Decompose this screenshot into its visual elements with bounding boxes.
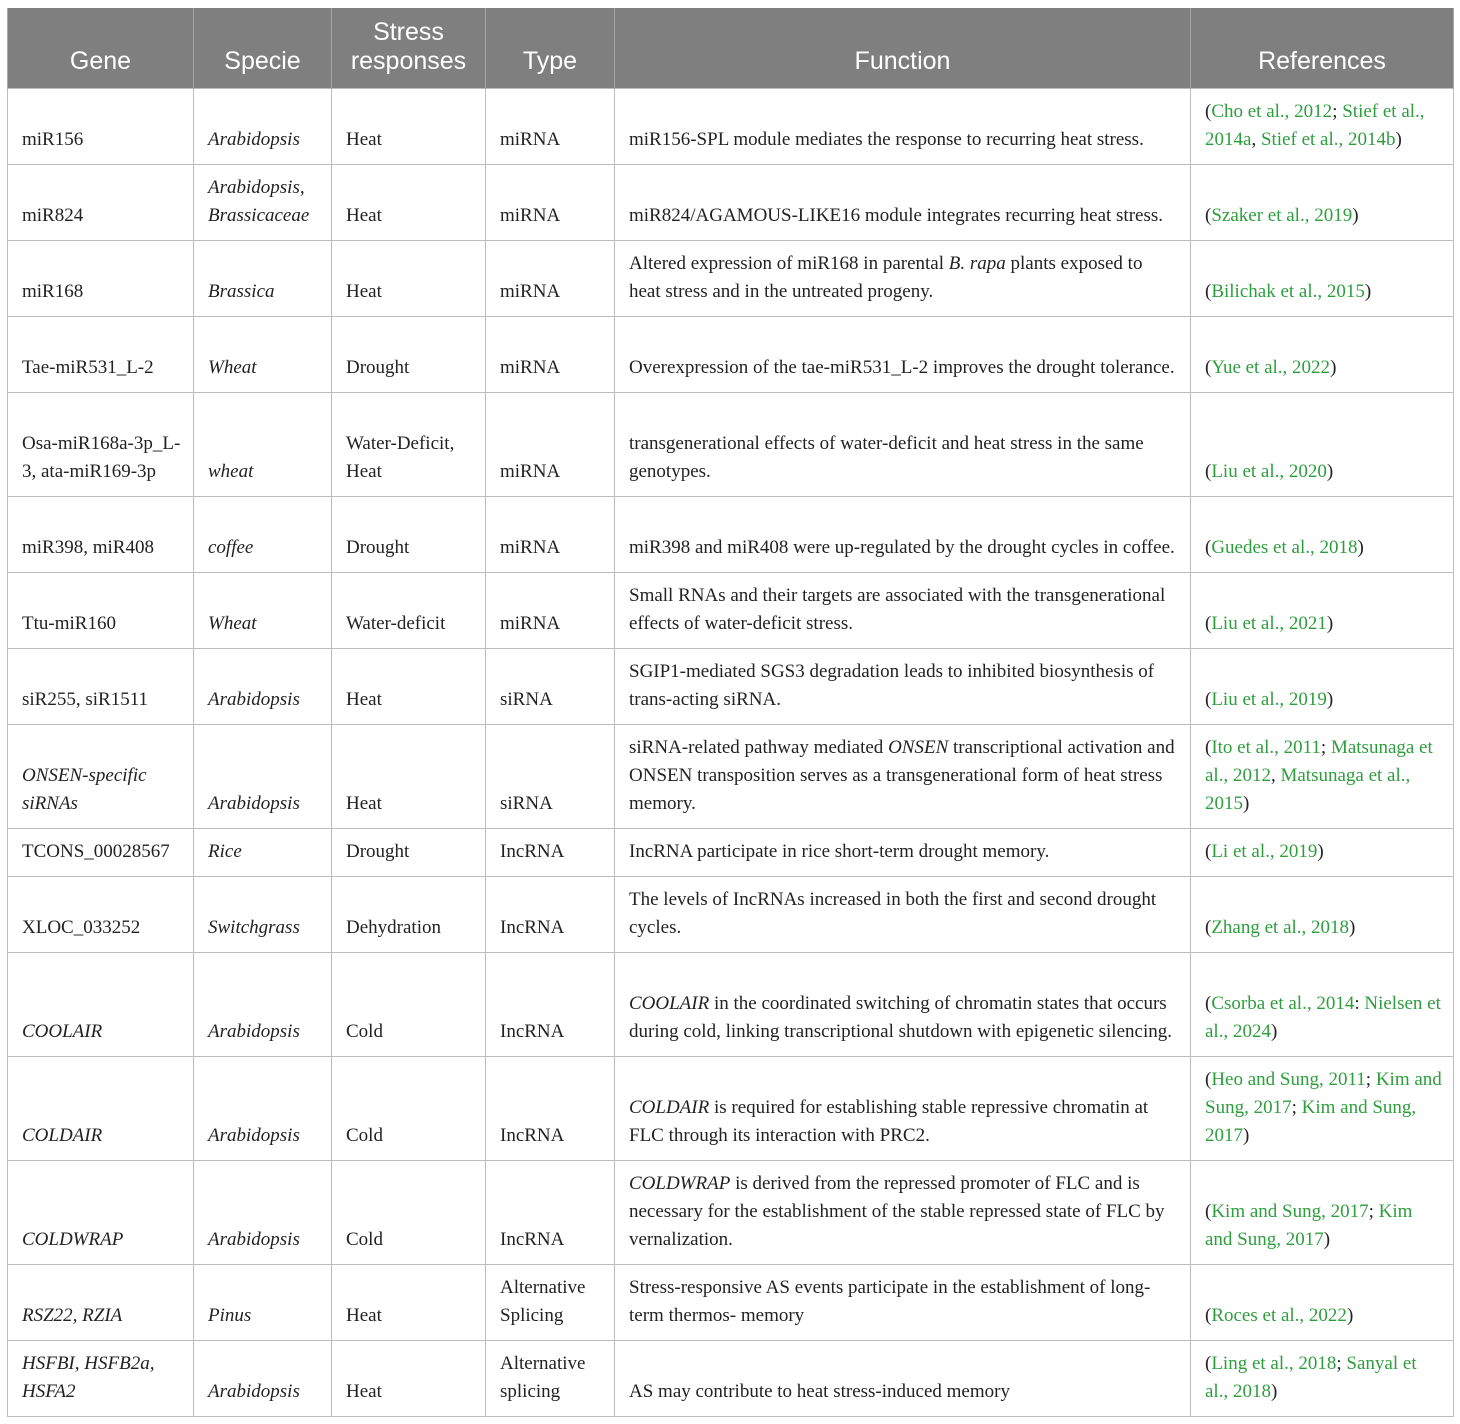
- references-cell: (Zhang et al., 2018): [1191, 876, 1454, 952]
- references-cell: (Yue et al., 2022): [1191, 316, 1454, 392]
- ref-separator: ;: [1368, 1200, 1379, 1222]
- references-cell: (Csorba et al., 2014: Nielsen et al., 2024): [1191, 952, 1454, 1056]
- reference-link[interactable]: Yue et al., 2022: [1211, 356, 1331, 378]
- function-cell: [615, 1056, 1191, 1160]
- type-cell: IncRNA: [486, 828, 615, 876]
- references-cell: (Cho et al., 2012; Stief et al., 2014a, Stief et al., 2014b): [1191, 88, 1454, 164]
- function-cell: The levels of IncRNAs increased in both the first and second drought cycles.: [615, 876, 1191, 952]
- table-row: [8, 316, 1454, 392]
- reference-link[interactable]: Cho et al., 2012: [1211, 100, 1333, 122]
- gene-cell: RSZ22, RZIA: [8, 1264, 194, 1340]
- stress-cell: Heat: [332, 648, 486, 724]
- specie-cell: coffee: [194, 496, 332, 572]
- table-row: [8, 88, 1454, 164]
- specie-cell: Arabidopsis: [194, 1056, 332, 1160]
- specie-cell: Brassica: [194, 240, 332, 316]
- function-cell: [615, 724, 1191, 828]
- gene-cell: miR824: [8, 164, 194, 240]
- table-row: [8, 876, 1454, 952]
- type-cell: IncRNA: [486, 876, 615, 952]
- references-cell: (Heo and Sung, 2011; Kim and Sung, 2017; Kim and Sung, 2017): [1191, 1056, 1454, 1160]
- function-cell: transgenerational effects of water-deficit and heat stress in the same genotypes.: [615, 392, 1191, 496]
- table-row: [8, 1340, 1454, 1416]
- reference-link[interactable]: Kim and Sung, 2017: [1205, 1096, 1417, 1146]
- type-cell: IncRNA: [486, 1160, 615, 1264]
- specie-cell: Arabidopsis: [194, 1160, 332, 1264]
- gene-cell: COLDWRAP: [8, 1160, 194, 1264]
- stress-cell: Heat: [332, 88, 486, 164]
- header-stress-responses: [332, 8, 486, 88]
- reference-link[interactable]: Kim and Sung, 2017: [1211, 1200, 1369, 1222]
- function-cell: miR824/AGAMOUS-LIKE16 module integrates recurring heat stress.: [615, 164, 1191, 240]
- stress-cell: Drought: [332, 828, 486, 876]
- type-cell: Alternative splicing: [486, 1340, 615, 1416]
- reference-link[interactable]: Nielsen et al., 2024: [1205, 992, 1441, 1042]
- stress-cell: Heat: [332, 1340, 486, 1416]
- type-cell: miRNA: [486, 164, 615, 240]
- type-cell: miRNA: [486, 496, 615, 572]
- function-text: Altered expression of miR168 in parental: [629, 252, 949, 274]
- reference-link[interactable]: Heo and Sung, 2011: [1211, 1068, 1366, 1090]
- stress-cell: Drought: [332, 316, 486, 392]
- header-references: References: [1191, 8, 1454, 88]
- table-row: [8, 392, 1454, 496]
- function-italic: B. rapa: [948, 252, 1006, 274]
- header-function: Function: [615, 8, 1191, 88]
- table-row: [8, 952, 1454, 1056]
- type-cell: miRNA: [486, 316, 615, 392]
- ref-separator: ,: [1251, 128, 1261, 150]
- function-text: in the coordinated switching of chromatin states that occurs during cold, linking transcriptional shutdown with epigenetic silencing.: [629, 992, 1172, 1042]
- type-cell: miRNA: [486, 88, 615, 164]
- specie-cell: Arabidopsis: [194, 648, 332, 724]
- specie-cell: Arabidopsis: [194, 88, 332, 164]
- type-cell: miRNA: [486, 392, 615, 496]
- gene-cell: Tae-miR531_L-2: [8, 316, 194, 392]
- table-row: [8, 724, 1454, 828]
- reference-link[interactable]: Li et al., 2019: [1211, 840, 1318, 862]
- header-specie: Specie: [194, 8, 332, 88]
- ref-separator: ;: [1291, 1096, 1302, 1118]
- stress-cell: Heat: [332, 164, 486, 240]
- stress-cell: Drought: [332, 496, 486, 572]
- gene-cell: COLDAIR: [8, 1056, 194, 1160]
- references-cell: (Liu et al., 2021): [1191, 572, 1454, 648]
- stress-cell: Cold: [332, 952, 486, 1056]
- ref-separator: ,: [1270, 764, 1281, 786]
- function-text: plants exposed to heat stress and in the untreated progeny.: [629, 252, 1143, 302]
- reference-link[interactable]: Liu et al., 2020: [1211, 460, 1327, 482]
- table-row: [8, 828, 1454, 876]
- gene-cell: miR398, miR408: [8, 496, 194, 572]
- table-row: [8, 1056, 1454, 1160]
- reference-link[interactable]: Stief et al., 2014b: [1260, 128, 1396, 150]
- type-cell: miRNA: [486, 240, 615, 316]
- function-cell: [615, 952, 1191, 1056]
- references-cell: (Roces et al., 2022): [1191, 1264, 1454, 1340]
- header-stress-line1: Stress: [373, 17, 444, 46]
- function-text: is derived from the repressed promoter of FLC and is necessary for the establishment of the stable repressed state of FLC by vernalization.: [629, 1172, 1165, 1250]
- function-cell: AS may contribute to heat stress-induced memory: [615, 1340, 1191, 1416]
- references-cell: (Kim and Sung, 2017; Kim and Sung, 2017): [1191, 1160, 1454, 1264]
- ref-separator: :: [1354, 992, 1365, 1014]
- specie-cell: Switchgrass: [194, 876, 332, 952]
- specie-cell: Wheat: [194, 572, 332, 648]
- table-row: [8, 164, 1454, 240]
- reference-link[interactable]: Stief et al., 2014a: [1205, 100, 1425, 150]
- gene-cell: Ttu-miR160: [8, 572, 194, 648]
- table-row: [8, 1264, 1454, 1340]
- gene-cell: COOLAIR: [8, 952, 194, 1056]
- table-container: [7, 8, 1453, 1417]
- specie-cell: Arabidopsis: [194, 952, 332, 1056]
- gene-cell: TCONS_00028567: [8, 828, 194, 876]
- gene-cell: Osa-miR168a-3p_L-3, ata-miR169-3p: [8, 392, 194, 496]
- ref-separator: ;: [1332, 100, 1343, 122]
- type-cell: miRNA: [486, 572, 615, 648]
- stress-cell: Dehydration: [332, 876, 486, 952]
- ref-separator: ;: [1336, 1352, 1347, 1374]
- type-cell: Alternative Splicing: [486, 1264, 615, 1340]
- reference-link[interactable]: Csorba et al., 2014: [1211, 992, 1355, 1014]
- references-cell: (Liu et al., 2019): [1191, 648, 1454, 724]
- reference-link[interactable]: Kim and Sung, 2017: [1205, 1068, 1442, 1118]
- reference-link[interactable]: Roces et al., 2022: [1211, 1304, 1347, 1326]
- function-cell: Overexpression of the tae-miR531_L-2 improves the drought tolerance.: [615, 316, 1191, 392]
- reference-link[interactable]: Bilichak et al., 2015: [1211, 280, 1365, 302]
- references-cell: (Szaker et al., 2019): [1191, 164, 1454, 240]
- function-cell: [615, 240, 1191, 316]
- references-cell: (Ito et al., 2011; Matsunaga et al., 2012, Matsunaga et al., 2015): [1191, 724, 1454, 828]
- reference-link[interactable]: Matsunaga et al., 2015: [1205, 764, 1411, 814]
- reference-link[interactable]: Liu et al., 2021: [1211, 612, 1327, 634]
- specie-cell: Rice: [194, 828, 332, 876]
- reference-link[interactable]: Szaker et al., 2019: [1211, 204, 1353, 226]
- stress-cell: Heat: [332, 1264, 486, 1340]
- function-italic: COOLAIR: [629, 992, 710, 1014]
- function-text: is required for establishing stable repressive chromatin at FLC through its interaction with PRC2.: [629, 1096, 1149, 1146]
- stress-cell: Water-deficit: [332, 572, 486, 648]
- references-cell: (Guedes et al., 2018): [1191, 496, 1454, 572]
- stress-cell: Heat: [332, 724, 486, 828]
- reference-link[interactable]: Matsunaga et al., 2012: [1205, 736, 1433, 786]
- gene-table: [7, 8, 1454, 1417]
- references-cell: (Li et al., 2019): [1191, 828, 1454, 876]
- function-italic: COLDAIR: [629, 1096, 710, 1118]
- gene-cell: XLOC_033252: [8, 876, 194, 952]
- function-cell: [615, 1160, 1191, 1264]
- gene-cell: miR168: [8, 240, 194, 316]
- stress-cell: Cold: [332, 1056, 486, 1160]
- function-cell: IncRNA participate in rice short-term drought memory.: [615, 828, 1191, 876]
- specie-cell: Arabidopsis, Brassicaceae: [194, 164, 332, 240]
- function-text: siRNA-related pathway mediated: [629, 736, 889, 758]
- header-stress-line2: responses: [350, 46, 467, 75]
- function-italic: ONSEN: [888, 736, 949, 758]
- type-cell: siRNA: [486, 724, 615, 828]
- reference-link[interactable]: Guedes et al., 2018: [1211, 536, 1358, 558]
- function-cell: miR398 and miR408 were up-regulated by the drought cycles in coffee.: [615, 496, 1191, 572]
- reference-link[interactable]: Ling et al., 2018: [1211, 1352, 1337, 1374]
- reference-link[interactable]: Sanyal et al., 2018: [1205, 1352, 1417, 1402]
- table-row: [8, 496, 1454, 572]
- references-cell: (Bilichak et al., 2015): [1191, 240, 1454, 316]
- function-cell: Small RNAs and their targets are associated with the transgenerational effects of water-deficit stress.: [615, 572, 1191, 648]
- ref-separator: ;: [1320, 736, 1331, 758]
- specie-cell: Wheat: [194, 316, 332, 392]
- specie-cell: Pinus: [194, 1264, 332, 1340]
- gene-cell: miR156: [8, 88, 194, 164]
- header-gene: Gene: [8, 8, 194, 88]
- gene-cell: ONSEN-specific siRNAs: [8, 724, 194, 828]
- reference-link[interactable]: Ito et al., 2011: [1211, 736, 1321, 758]
- gene-cell: siR255, siR1511: [8, 648, 194, 724]
- ref-separator: ;: [1365, 1068, 1376, 1090]
- table-row: [8, 572, 1454, 648]
- function-cell: miR156-SPL module mediates the response to recurring heat stress.: [615, 88, 1191, 164]
- specie-cell: Arabidopsis: [194, 1340, 332, 1416]
- function-cell: Stress-responsive AS events participate in the establishment of long-term thermos- memory: [615, 1264, 1191, 1340]
- header-type: Type: [486, 8, 615, 88]
- table-row: [8, 648, 1454, 724]
- header-row: [8, 8, 1454, 88]
- stress-cell: Water-Deficit, Heat: [332, 392, 486, 496]
- type-cell: IncRNA: [486, 1056, 615, 1160]
- gene-cell: HSFBI, HSFB2a, HSFA2: [8, 1340, 194, 1416]
- function-text: transcriptional activation and ONSEN transposition serves as a transgenerational form of heat stress memory.: [629, 736, 1175, 814]
- stress-cell: Heat: [332, 240, 486, 316]
- function-italic: COLDWRAP: [629, 1172, 731, 1194]
- references-cell: (Ling et al., 2018; Sanyal et al., 2018): [1191, 1340, 1454, 1416]
- stress-cell: Cold: [332, 1160, 486, 1264]
- table-row: [8, 1160, 1454, 1264]
- references-cell: (Liu et al., 2020): [1191, 392, 1454, 496]
- type-cell: siRNA: [486, 648, 615, 724]
- specie-cell: Arabidopsis: [194, 724, 332, 828]
- reference-link[interactable]: Kim and Sung, 2017: [1205, 1200, 1413, 1250]
- specie-cell: wheat: [194, 392, 332, 496]
- type-cell: IncRNA: [486, 952, 615, 1056]
- function-cell: SGIP1-mediated SGS3 degradation leads to inhibited biosynthesis of trans-acting siRNA.: [615, 648, 1191, 724]
- reference-link[interactable]: Liu et al., 2019: [1211, 688, 1327, 710]
- table-row: [8, 240, 1454, 316]
- reference-link[interactable]: Zhang et al., 2018: [1211, 916, 1350, 938]
